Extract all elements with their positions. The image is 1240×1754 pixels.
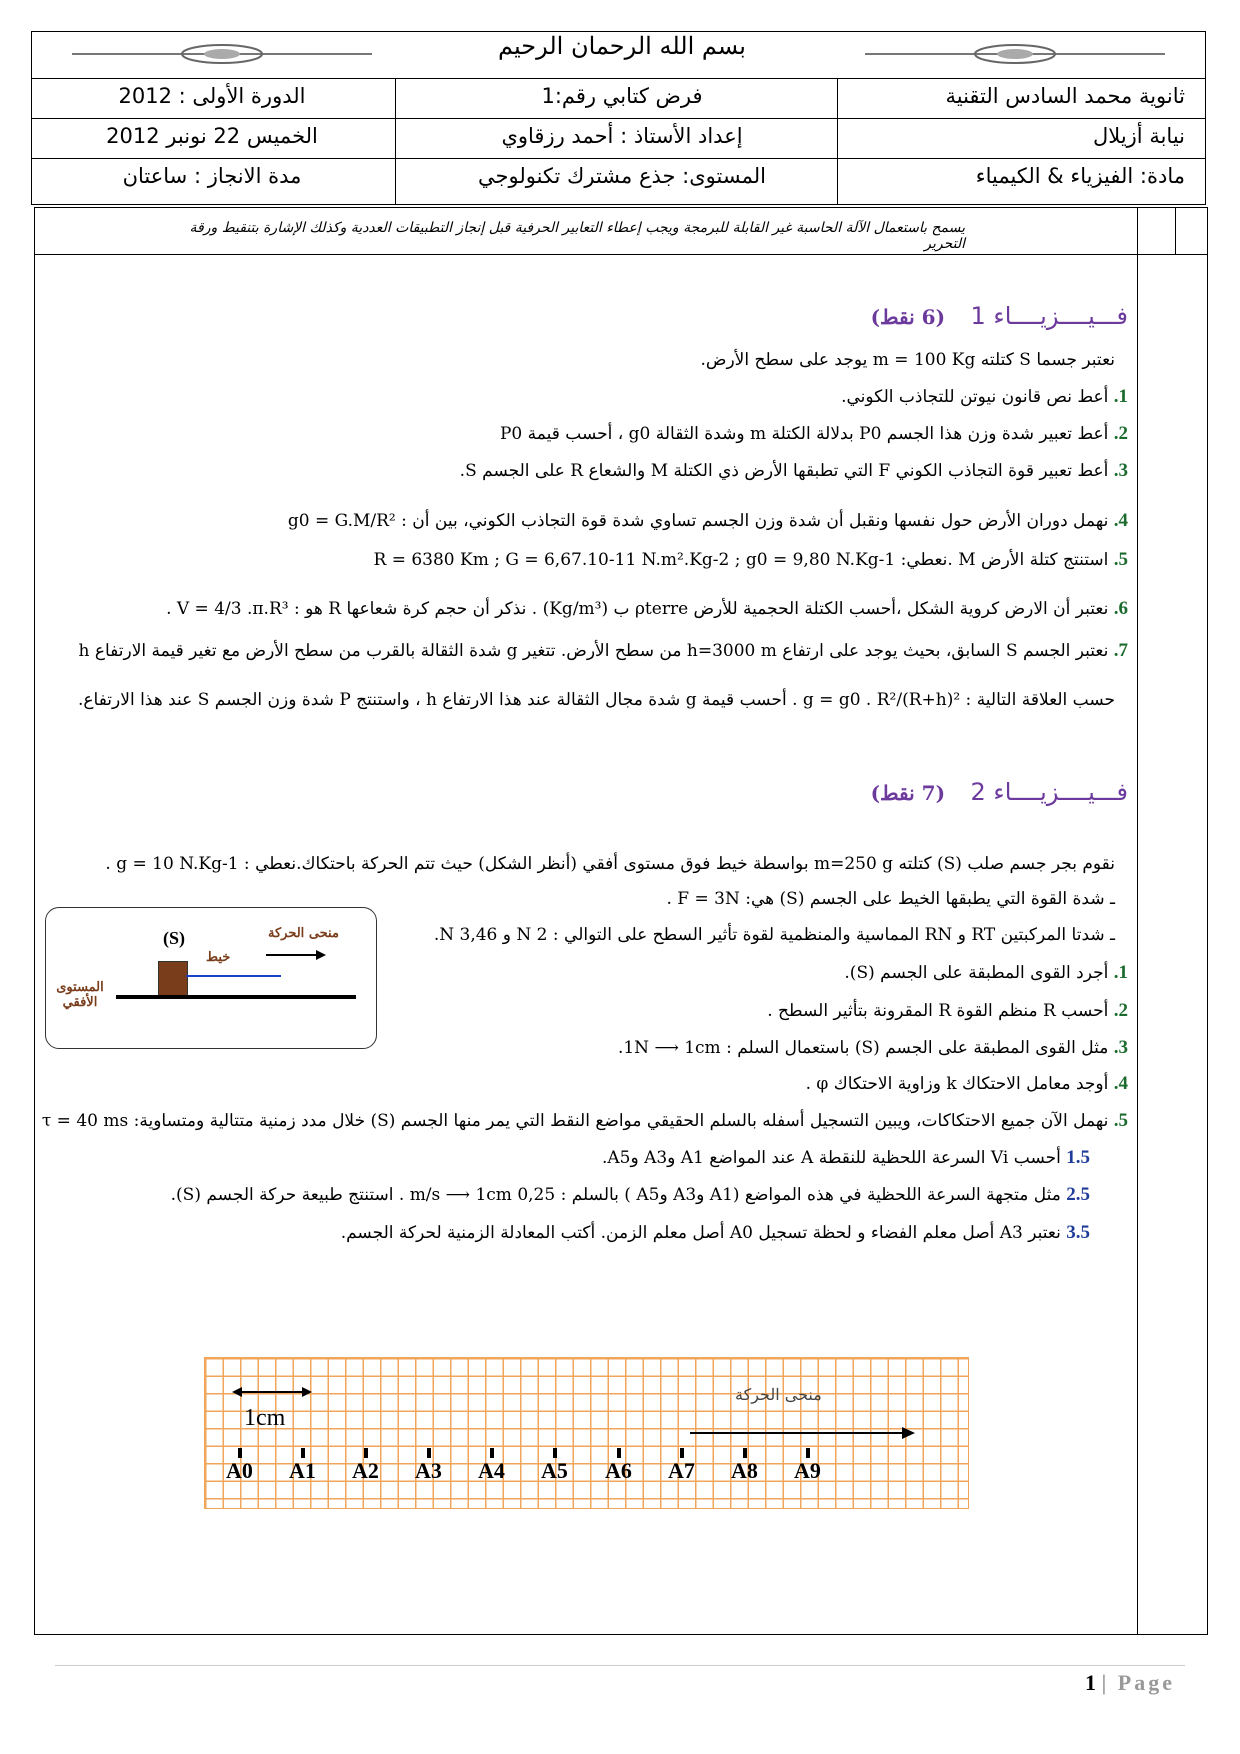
p2-q52: مثل متجهة السرعة اللحظية في هذه المواضع (A1 وA3 وA5 ) بالسلم : 0,25 m/s ⟶ 1cm . استنتج طبيعة حركة الجسم (S). [170,1185,1061,1205]
subject: مادة: الفيزياء & الكيمياء [975,164,1185,188]
figure-box [45,907,377,1049]
physics2-heading [871,778,1128,806]
point-mark-9 [806,1448,810,1458]
recording-direction-arrow-icon [690,1425,915,1441]
page-number: 1 [1084,1670,1096,1695]
ornament-right-icon [865,40,1165,68]
instructions-note: يسمح باستعمال الآلة الحاسبة غير القابلة للبرمجة ويجب إعطاء التعابير الحرفية قبل إنجاز التطبيقات العددية وكذلك الإشارة بتنقيط ورقة التحرير [189,220,965,252]
point-label-1: A1 [289,1458,316,1483]
ornament-left-icon [72,40,372,68]
p2-q4-num: 4. [1113,1073,1128,1094]
point-label-8: A8 [731,1458,758,1483]
physics1-title: فـــيــــزيــــاء 1 [970,302,1128,330]
point-label-4: A4 [478,1458,505,1483]
p2-q53: نعتبر A3 أصل معلم الفضاء و لحظة تسجيل A0 أصل معلم الزمن. أكتب المعادلة الزمنية لحركة الجسم. [340,1223,1061,1243]
physics2-given1: ـ شدة القوة التي يطبقها الخيط على الجسم (S) هي: F = 3N . [666,889,1115,909]
school-name: ثانوية محمد السادس التقنية [945,84,1185,108]
scale-label: 1cm [244,1405,286,1431]
horizontal-plane [116,995,356,999]
physics2-given2: ـ شدتا المركبتين RT و RN المماسية والمنظمية لقوة تأثير السطح على التوالي : 2 N و 3,46 N. [433,925,1115,945]
recording-direction-label: منحى الحركة [735,1385,822,1404]
p2-q3-num: 3. [1113,1037,1128,1058]
physics1-points: (6 نقط) [870,305,946,329]
directorate: نيابة أزيلال [1093,124,1185,148]
p1-q7-num: 7. [1113,640,1128,661]
session: الدورة الأولى : 2012 [118,84,306,108]
direction-arrow-icon [266,948,326,962]
p1-q7b: حسب العلاقة التالية : g = g0 . R²/(R+h)² . أحسب قيمة g شدة مجال الثقالة عند هذا الارتفاع h ، واستنتج P شدة وزن الجسم S عند هذا الارتفاع. [77,690,1115,710]
point-mark-4 [490,1448,494,1458]
point-mark-7 [680,1448,684,1458]
physics2-intro: نقوم بجر جسم صلب (S) كتلته m=250 g بواسطة خيط فوق مستوى أفقي (أنظر الشكل) حيث تتم الحركة باحتكاك.نعطي : g = 10 N.Kg-1 . [105,854,1115,874]
point-label-9: A9 [794,1458,821,1483]
p2-q3: مثل القوى المطبقة على الجسم (S) باستعمال السلم : 1N ⟶ 1cm. [617,1038,1109,1058]
point-mark-6 [617,1448,621,1458]
p2-q2-num: 2. [1113,1000,1128,1021]
point-label-7: A7 [668,1458,695,1483]
point-label-5: A5 [541,1458,568,1483]
p1-q6-num: 6. [1113,598,1128,619]
duration: مدة الانجاز : ساعتان [122,164,302,188]
p1-q1-num: 1. [1113,386,1128,407]
level: المستوى: جذع مشترك تكنولوجي [478,164,766,188]
p2-q52-num: 2.5 [1066,1184,1090,1205]
p1-q4: نهمل دوران الأرض حول نفسها ونقبل أن شدة وزن الجسم تساوي شدة قوة التجاذب الكوني، بين أن : g0 = G.M/R² [287,511,1109,531]
point-mark-2 [364,1448,368,1458]
p2-q51: أحسب Vi السرعة اللحظية للنقطة A عند المواضع A1 وA3 وA5. [601,1148,1061,1168]
exam-title: فرض كتابي رقم:1 [541,84,703,108]
p1-q5: استنتج كتلة الأرض M .نعطي: R = 6380 Km ; G = 6,67.10-11 N.m².Kg-2 ; g0 = 9,80 N.Kg-1 [373,550,1109,570]
p2-q5: نهمل الآن جميع الاحتكاكات، ويبين التسجيل أسفله بالسلم الحقيقي مواضع النقط التي يمر منها الجسم (S) خلال مدد زمنية متتالية ومتساوية: τ = 40 ms [41,1111,1109,1131]
physics1-intro: نعتبر جسما S كتلته m = 100 Kg يوجد على سطح الأرض. [700,350,1115,370]
point-mark-0 [238,1448,242,1458]
point-mark-1 [301,1448,305,1458]
footer-rule [55,1665,1185,1666]
solid-body [158,961,188,997]
figure-direction-label: منحى الحركة [268,926,339,941]
physics1-heading [871,302,1128,330]
physics2-points: (7 نقط) [870,781,946,805]
point-mark-5 [553,1448,557,1458]
page-footer [1085,1670,1175,1696]
p1-q2-num: 2. [1113,423,1128,444]
p1-q2: أعط تعبير شدة وزن هذا الجسم P0 بدلالة الكتلة m وشدة الثقالة g0 ، أحسب قيمة P0 [499,424,1109,444]
header-table [31,31,1206,205]
p1-q6: نعتبر أن الارض كروية الشكل ،أحسب الكتلة الحجمية للأرض ρterre ب (Kg/m³) . نذكر أن حجم كرة شعاعها R هو : V = 4/3 .π.R³ . [166,599,1109,619]
point-label-0: A0 [226,1458,253,1483]
basmala: بسم الله الرحمان الرحيم [498,32,746,60]
thread [186,975,281,977]
date: الخميس 22 نونبر 2012 [106,124,318,148]
p2-q53-num: 3.5 [1066,1222,1090,1243]
p1-q1: أعط نص قانون نيوتن للتجاذب الكوني. [841,387,1109,407]
scale-arrow-icon [232,1382,312,1402]
p2-q51-num: 1.5 [1066,1147,1090,1168]
p1-q3-num: 3. [1113,460,1128,481]
p2-q1: أجرد القوى المطبقة على الجسم (S). [844,963,1109,983]
point-label-2: A2 [352,1458,379,1483]
p1-q5-num: 5. [1113,549,1128,570]
plane-label: المستوى الأفقي [56,980,104,1010]
point-label-6: A6 [605,1458,632,1483]
point-mark-3 [427,1448,431,1458]
p2-q2: أحسب R منظم القوة R المقرونة بتأثير السطح . [767,1001,1109,1021]
p1-q4-num: 4. [1113,510,1128,531]
physics2-title: فـــيــــزيــــاء 2 [970,778,1128,806]
p2-q5-num: 5. [1113,1110,1128,1131]
point-mark-8 [743,1448,747,1458]
thread-label: خيط [206,950,231,965]
p1-q7: نعتبر الجسم S السابق، بحيث يوجد على ارتفاع h=3000 m من سطح الأرض. تتغير g شدة الثقالة بالقرب من سطح الأرض مع تغير قيمة الارتفاع h [78,641,1109,661]
point-label-3: A3 [415,1458,442,1483]
p2-q4: أوجد معامل الاحتكاك k وزاوية الاحتكاك φ . [805,1074,1109,1094]
page-word: | Page [1101,1670,1175,1695]
p2-q1-num: 1. [1113,962,1128,983]
prepared-by: إعداد الأستاذ : أحمد رزقاوي [501,124,743,148]
p1-q3: أعط تعبير قوة التجاذب الكوني F التي تطبقها الأرض ذي الكتلة M والشعاع R على الجسم S. [459,461,1109,481]
figure-body-label: (S) [163,928,185,948]
